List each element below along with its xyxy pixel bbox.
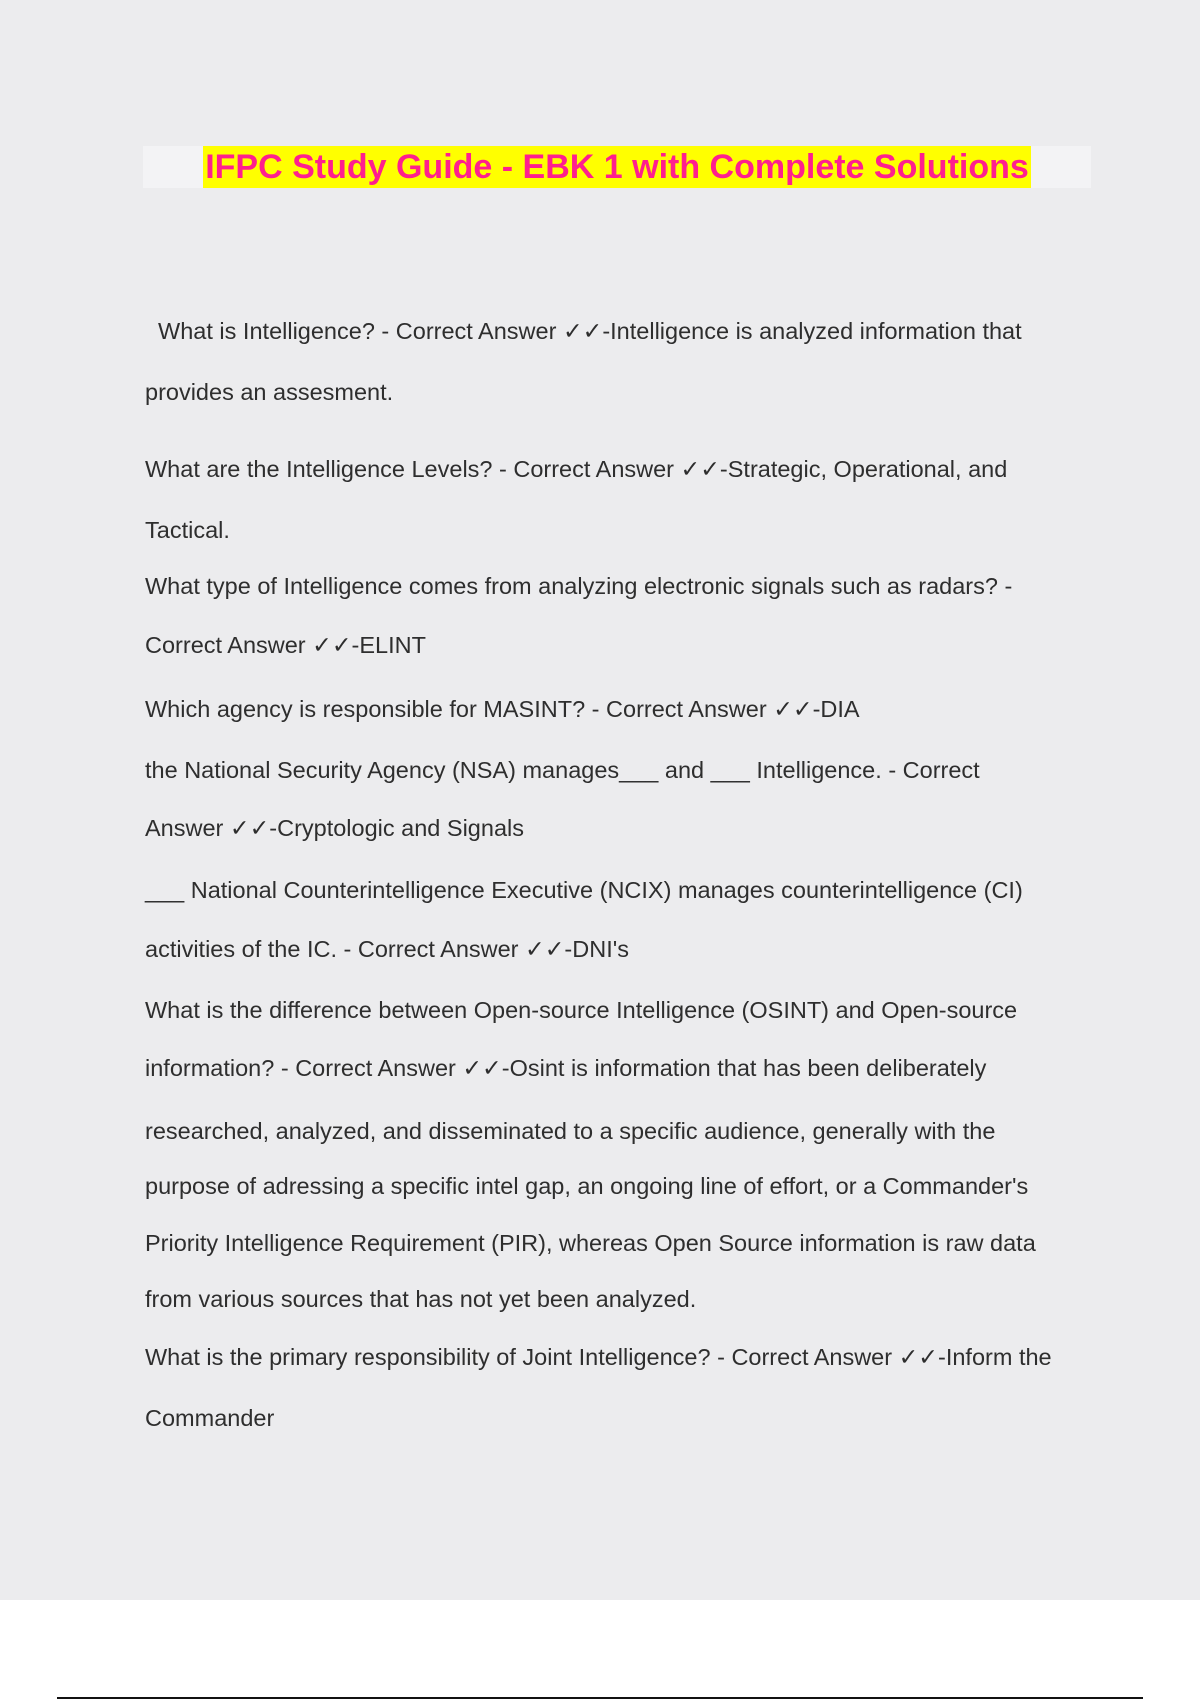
qa-line-17: from various sources that has not yet been analyzed.	[145, 1286, 697, 1312]
qa-line-12: What is the difference between Open-source Intelligence (OSINT) and Open-source	[145, 997, 1018, 1023]
qa-line-5: What type of Intelligence comes from analyzing electronic signals such as radars? -	[145, 573, 1013, 599]
qa-line-18: What is the primary responsibility of Joint Intelligence? - Correct Answer ✓✓-Inform the	[145, 1344, 1052, 1370]
qa-line-2: provides an assesment.	[145, 379, 394, 405]
title-banner	[143, 146, 1091, 188]
qa-line-16: Priority Intelligence Requirement (PIR), whereas Open Source information is raw data	[145, 1230, 1036, 1256]
qa-line-1: What is Intelligence? - Correct Answer ✓✓-Intelligence is analyzed information that	[145, 318, 1022, 344]
document-title: IFPC Study Guide - EBK 1 with Complete Solutions	[205, 148, 1029, 186]
qa-line-19: Commander	[145, 1405, 275, 1431]
qa-line-9: Answer ✓✓-Cryptologic and Signals	[145, 815, 524, 841]
qa-line-15: purpose of adressing a specific intel gap, an ongoing line of effort, or a Commander's	[145, 1173, 1029, 1199]
footer-divider	[57, 1697, 1143, 1699]
qa-line-10: ___ National Counterintelligence Executive (NCIX) manages counterintelligence (CI)	[145, 877, 1023, 903]
qa-line-8: the National Security Agency (NSA) manages___ and ___ Intelligence. - Correct	[145, 757, 980, 783]
qa-line-14: researched, analyzed, and disseminated to a specific audience, generally with the	[145, 1118, 996, 1144]
qa-line-6: Correct Answer ✓✓-ELINT	[145, 632, 426, 658]
qa-line-3: What are the Intelligence Levels? - Correct Answer ✓✓-Strategic, Operational, and	[145, 456, 1008, 482]
qa-line-11: activities of the IC. - Correct Answer ✓✓-DNI's	[145, 936, 629, 962]
qa-line-4: Tactical.	[145, 517, 230, 543]
qa-line-13: information? - Correct Answer ✓✓-Osint is information that has been deliberately	[145, 1055, 987, 1081]
qa-line-7: Which agency is responsible for MASINT? - Correct Answer ✓✓-DIA	[145, 696, 860, 722]
